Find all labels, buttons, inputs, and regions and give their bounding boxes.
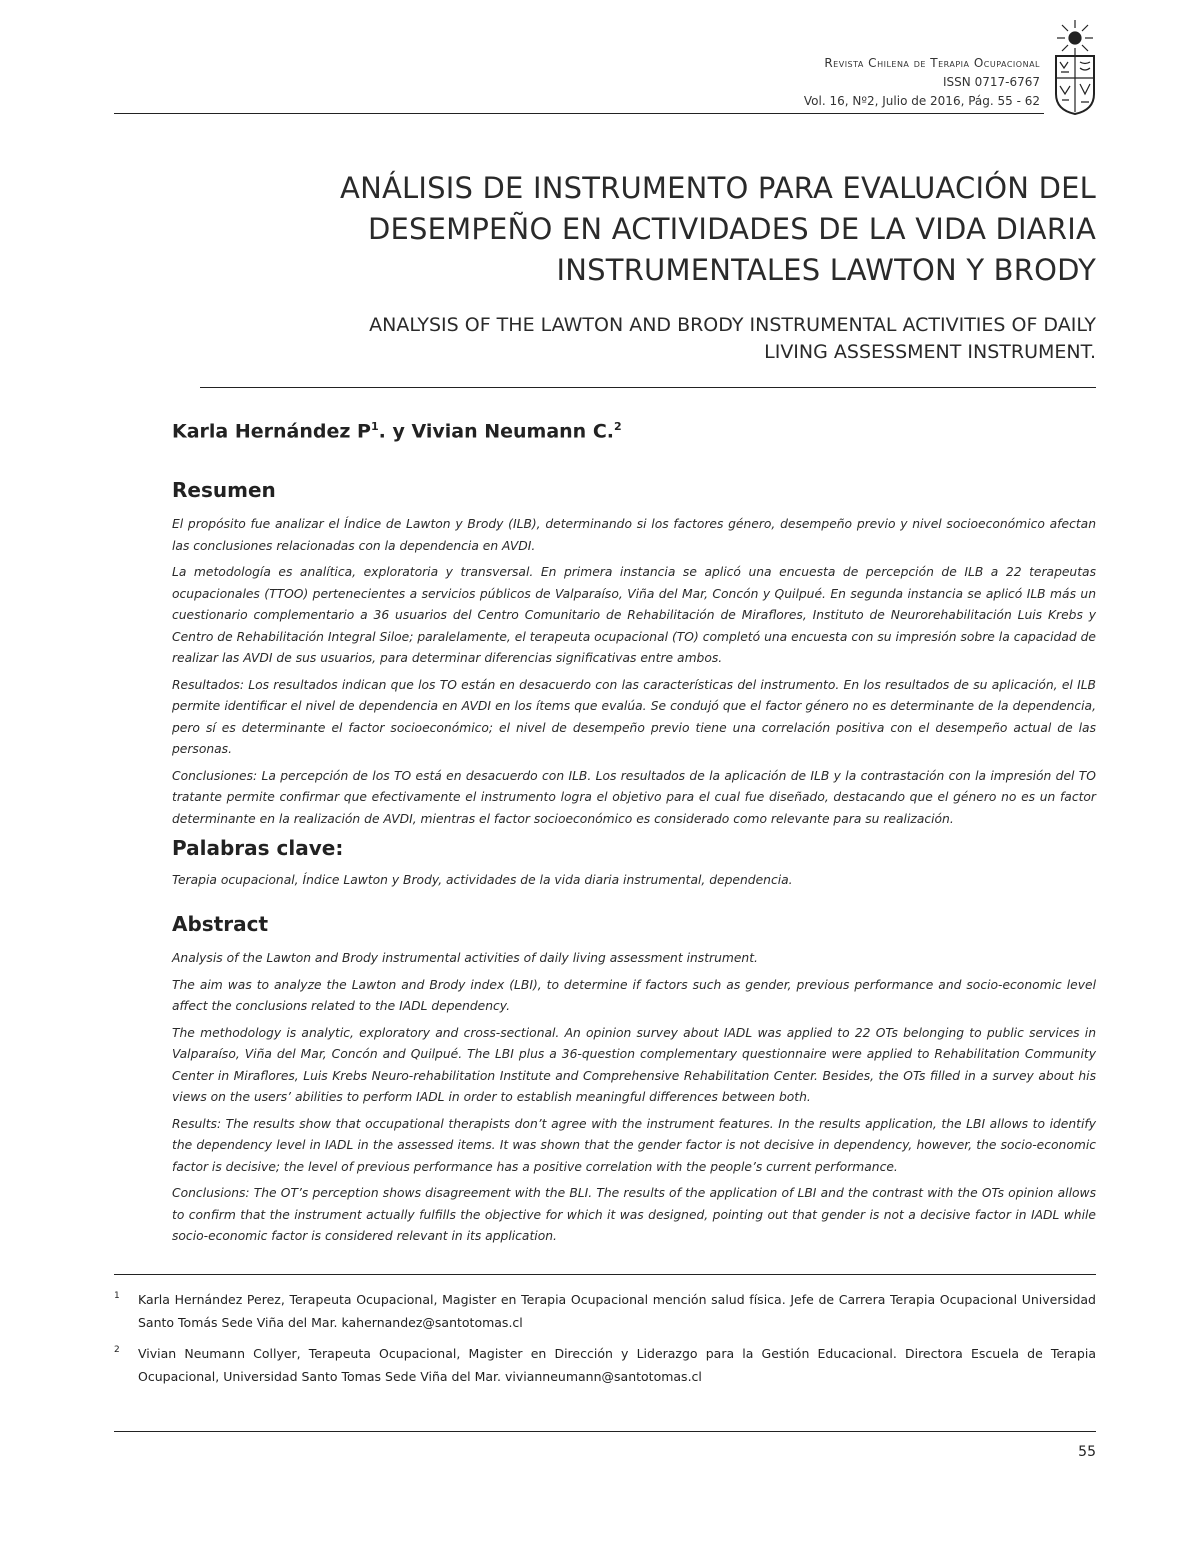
abstract-paragraph: Results: The results show that occupational therapists don’t agree with the instrument features. In the results application, the LBI allows to identify the dependency level in IADL in the assessed items. It was shown that the gender factor is not decisive in dependency, however, the socio-economic factor is decisive; the level of previous performance has a positive correlation with the people’s current performance. <box>172 1116 1096 1174</box>
abstract-body <box>172 948 1096 1253</box>
keywords-heading: Palabras clave: <box>172 836 344 860</box>
author-2-footnote-ref[interactable]: 2 <box>613 420 622 433</box>
resumen-paragraph: Resultados: Los resultados indican que los TO están en desacuerdo con las características del instrumento. En los resultados de su aplicación, el ILB permite identificar el nivel de dependencia en AVDI en los ítems que evalúa. Se condujó que el factor género no es determinante de la dependencia, pero sí es determinante el factor socioeconómico; el nivel de desempeño previo tiene una correlación positiva con el desempeño actual de las personas. <box>172 677 1096 756</box>
journal-issn: ISSN 0717-6767 <box>943 75 1040 89</box>
keywords-body <box>172 870 1096 897</box>
footnote-1 <box>114 1288 1096 1334</box>
resumen-heading: Resumen <box>172 478 276 502</box>
resumen-paragraph: El propósito fue analizar el Índice de Lawton y Brody (ILB), determinando si los factores género, desempeño previo y nivel socioeconómico afectan las conclusiones relacionadas con la dependencia en AVDI. <box>172 517 1096 553</box>
footnote-divider <box>114 1274 1096 1275</box>
journal-volume: Vol. 16, Nº2, Julio de 2016, Pág. 55 - 62 <box>803 94 1040 108</box>
resumen-paragraph: La metodología es analítica, exploratoria y transversal. En primera instancia se aplicó una encuesta de percepción de ILB a 22 terapeutas ocupacionales (TTOO) pertenecientes a servicios públicos de Valparaíso, Viña del Mar, Concón y Quilpué. En segunda instancia se aplicó ILB más un cuestionario complementario a 36 usuarios del Centro Comunitario de Rehabilitación de Miraflores, Instituto de Neurorehabilitación Luis Krebs y Centro de Rehabilitación Integral Siloe; paralelamente, el terapeuta ocupacional (TO) completó una encuesta con su impresión sobre la capacidad de realizar las AVDI de sus usuarios, para determinar diferencias significativas entre ambos. <box>172 565 1096 665</box>
title-es-line-1: ANÁLISIS DE INSTRUMENTO PARA EVALUACIÓN DEL <box>340 171 1096 205</box>
abstract-paragraph: Analysis of the Lawton and Brody instrumental activities of daily living assessment instrument. <box>172 951 758 965</box>
authors-line <box>172 420 622 442</box>
title-en-line-2: LIVING ASSESSMENT INSTRUMENT. <box>764 341 1096 363</box>
resumen-body <box>172 514 1096 835</box>
resumen-paragraph: Conclusiones: La percepción de los TO está en desacuerdo con ILB. Los resultados de la aplicación de ILB y la contrastación con la impresión del TO tratante permite confirmar que efectivamente el instrumento logra el objetivo para el cual fue diseñado, destacando que el género no es un factor determinante en la realización de AVDI, mientras el factor socioeconómico es considerado como relevante para su realización. <box>172 768 1096 826</box>
footnote-2 <box>114 1342 1096 1388</box>
journal-name: Revista Chilena de Terapia Ocupacional <box>824 56 1040 70</box>
footnote-1-text: Karla Hernández Perez, Terapeuta Ocupacional, Magister en Terapia Ocupacional mención salud física. Jefe de Carrera Terapia Ocupacional Universidad Santo Tomás Sede Viña del Mar. kahernandez@santotomas.cl <box>138 1292 1096 1330</box>
footnote-1-number: 1 <box>114 1291 120 1301</box>
abstract-paragraph: The methodology is analytic, exploratory and cross-sectional. An opinion survey about IADL was applied to 22 OTs belonging to public services in Valparaíso, Viña del Mar, Concón and Quilpué. The LBI plus a 36-question complementary questionnaire were applied to Rehabilitation Community Center in Miraflores, Luis Krebs Neuro-rehabilitation Institute and Comprehensive Rehabilitation Center. Besides, the OTs filled in a survey about his views on the users’ abilities to perform IADL in order to establish meaningful differences between both. <box>172 1025 1096 1104</box>
author-1-footnote-ref[interactable]: 1 <box>370 420 379 433</box>
abstract-paragraph: The aim was to analyze the Lawton and Brody index (LBI), to determine if factors such as gender, previous performance and socio-economic level affect the conclusions related to the IADL dependency. <box>172 977 1096 1013</box>
page-footer-divider <box>114 1431 1096 1432</box>
title-es-line-2: DESEMPEÑO EN ACTIVIDADES DE LA VIDA DIARIA <box>367 212 1096 246</box>
journal-header <box>804 54 1040 111</box>
author-2: . y Vivian Neumann C. <box>378 420 614 443</box>
title-es-line-3: INSTRUMENTALES LAWTON Y BRODY <box>556 253 1096 287</box>
title-en-line-1: ANALYSIS OF THE LAWTON AND BRODY INSTRUMENTAL ACTIVITIES OF DAILY <box>369 314 1096 336</box>
header-divider <box>114 113 1044 114</box>
page-number: 55 <box>1078 1444 1096 1460</box>
abstract-heading: Abstract <box>172 912 269 936</box>
footnote-2-number: 2 <box>114 1345 120 1355</box>
abstract-paragraph: Conclusions: The OT’s perception shows disagreement with the BLI. The results of the application of LBI and the contrast with the OTs opinion allows to confirm that the instrument actually fulfills the objective for which it was designed, pointing out that gender is not a decisive factor in IADL while socio-economic factor is considered relevant in its application. <box>172 1186 1096 1243</box>
keywords-text: Terapia ocupacional, Índice Lawton y Brody, actividades de la vida diaria instrumental, dependencia. <box>172 873 793 887</box>
article-title-en <box>200 312 1096 366</box>
title-divider <box>200 387 1096 388</box>
university-emblem-icon <box>1050 16 1100 116</box>
article-title-es <box>200 168 1096 291</box>
author-1: Karla Hernández P <box>172 420 371 443</box>
footnote-2-text: Vivian Neumann Collyer, Terapeuta Ocupacional, Magister en Dirección y Liderazgo para la Gestión Educacional. Directora Escuela de Terapia Ocupacional, Universidad Santo Tomas Sede Viña del Mar. vivianneumann@santotomas.cl <box>138 1346 1096 1384</box>
